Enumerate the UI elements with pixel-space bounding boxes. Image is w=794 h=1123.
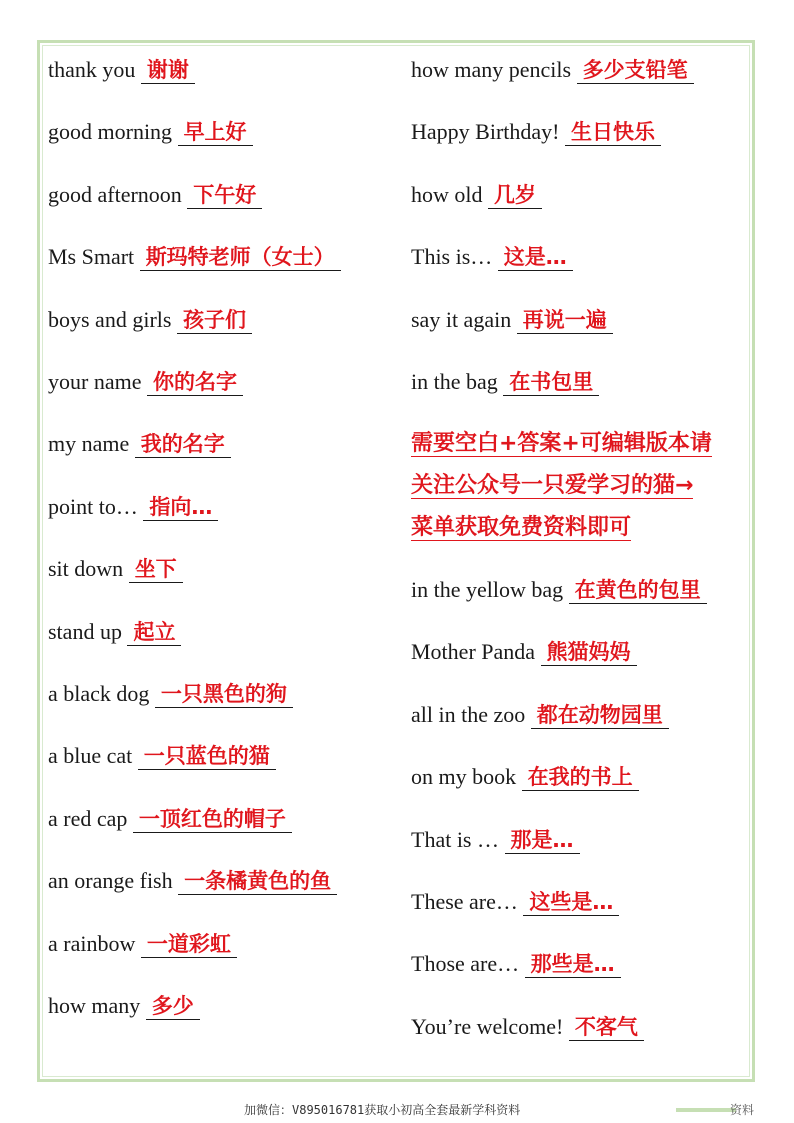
english-phrase: in the bag: [411, 369, 498, 394]
vocab-row: [48, 494, 218, 521]
chinese-answer: 这些是…: [523, 890, 619, 916]
english-phrase: in the yellow bag: [411, 577, 564, 602]
english-phrase: an orange fish: [48, 868, 173, 894]
chinese-answer: 一只黑色的狗: [155, 682, 293, 708]
chinese-answer: 起立: [127, 620, 181, 646]
vocab-row: [48, 931, 237, 958]
chinese-answer: 不客气: [569, 1015, 644, 1041]
chinese-answer: 几岁: [488, 183, 542, 209]
chinese-answer: 在我的书上: [522, 765, 639, 791]
notice-line: 菜单获取免费资料即可: [411, 515, 632, 540]
english-phrase: all in the zoo: [411, 701, 526, 727]
chinese-answer: 熊猫妈妈: [541, 640, 637, 666]
vocab-row: [411, 244, 573, 271]
vocab-row: [48, 57, 195, 84]
vocab-row: [48, 307, 252, 334]
chinese-answer: 这是…: [498, 245, 573, 271]
english-phrase: your name: [48, 369, 142, 394]
chinese-answer: 一顶红色的帽子: [133, 807, 292, 833]
english-phrase: Mother Panda: [411, 639, 536, 665]
vocab-row: [411, 57, 694, 84]
chinese-answer: 多少支铅笔: [577, 58, 694, 84]
footer-right-text: 资料: [730, 1103, 755, 1117]
chinese-answer: 多少: [146, 994, 200, 1020]
english-phrase: a black dog: [48, 681, 150, 706]
vocab-row: [48, 681, 293, 708]
english-phrase: Ms Smart: [48, 244, 135, 270]
english-phrase: This is…: [411, 244, 493, 270]
chinese-answer: 坐下: [129, 557, 183, 583]
chinese-answer: 在书包里: [503, 370, 599, 396]
english-phrase: Happy Birthday!: [411, 119, 560, 145]
vocab-row: [48, 743, 276, 770]
chinese-answer: 一只蓝色的猫: [138, 744, 276, 770]
chinese-answer: 再说一遍: [517, 308, 613, 334]
vocab-row: [411, 827, 580, 854]
chinese-answer: 斯玛特老师（女士）: [140, 245, 341, 271]
vocab-row: [411, 182, 542, 209]
vocab-row: [411, 702, 669, 729]
vocab-row: [48, 806, 292, 833]
english-phrase: a red cap: [48, 805, 128, 831]
vocab-row: [48, 119, 253, 146]
english-phrase: say it again: [411, 306, 512, 332]
vocab-row: [411, 307, 613, 334]
english-phrase: Those are…: [411, 951, 520, 977]
chinese-answer: 那些是…: [525, 952, 621, 978]
english-phrase: how old: [411, 181, 483, 207]
english-phrase: These are…: [411, 889, 518, 914]
english-phrase: sit down: [48, 556, 124, 582]
vocab-row: [411, 577, 707, 604]
chinese-answer: 那是…: [505, 828, 580, 854]
chinese-answer: 孩子们: [177, 308, 252, 334]
english-phrase: That is …: [411, 826, 499, 852]
chinese-answer: 生日快乐: [565, 120, 661, 146]
vocab-row: [411, 889, 619, 916]
vocab-row: [411, 119, 661, 146]
english-phrase: You’re welcome!: [411, 1013, 564, 1039]
vocab-row: [411, 764, 639, 791]
vocab-row: [48, 244, 341, 271]
chinese-answer: 你的名字: [147, 370, 243, 396]
chinese-answer: 谢谢: [141, 58, 195, 84]
notice-line: 需要空白+答案+可编辑版本请: [411, 431, 712, 456]
vocab-row: [48, 182, 262, 209]
vocab-row: [48, 619, 181, 646]
footer-text: 加微信：V895016781获取小初高全套最新学科资料: [244, 1103, 521, 1117]
footer-divider: [676, 1108, 736, 1112]
english-phrase: a blue cat: [48, 743, 133, 769]
chinese-answer: 我的名字: [135, 432, 231, 458]
english-phrase: a rainbow: [48, 930, 136, 956]
english-phrase: on my book: [411, 764, 517, 790]
vocab-row: [411, 951, 621, 978]
chinese-answer: 指向…: [143, 495, 218, 521]
vocab-row: [411, 639, 637, 666]
vocab-row: [48, 431, 231, 458]
english-phrase: thank you: [48, 57, 136, 82]
chinese-answer: 早上好: [178, 120, 253, 146]
vocab-row: [411, 369, 599, 396]
english-phrase: good morning: [48, 119, 173, 145]
english-phrase: good afternoon: [48, 181, 182, 207]
vocab-row: [48, 369, 243, 396]
chinese-answer: 在黄色的包里: [569, 578, 707, 604]
english-phrase: how many: [48, 993, 141, 1018]
chinese-answer: 下午好: [187, 183, 262, 209]
chinese-answer: 一道彩虹: [141, 932, 237, 958]
english-phrase: point to…: [48, 493, 138, 519]
english-phrase: boys and girls: [48, 306, 172, 332]
english-phrase: how many pencils: [411, 57, 572, 82]
vocab-row: [48, 868, 337, 895]
vocab-row: [411, 1014, 644, 1041]
vocab-row: [48, 556, 183, 583]
english-phrase: stand up: [48, 618, 122, 644]
chinese-answer: 都在动物园里: [531, 703, 669, 729]
notice-line: 关注公众号一只爱学习的猫→: [411, 473, 694, 498]
vocab-row: [48, 993, 200, 1020]
english-phrase: my name: [48, 431, 130, 457]
chinese-answer: 一条橘黄色的鱼: [178, 869, 337, 895]
